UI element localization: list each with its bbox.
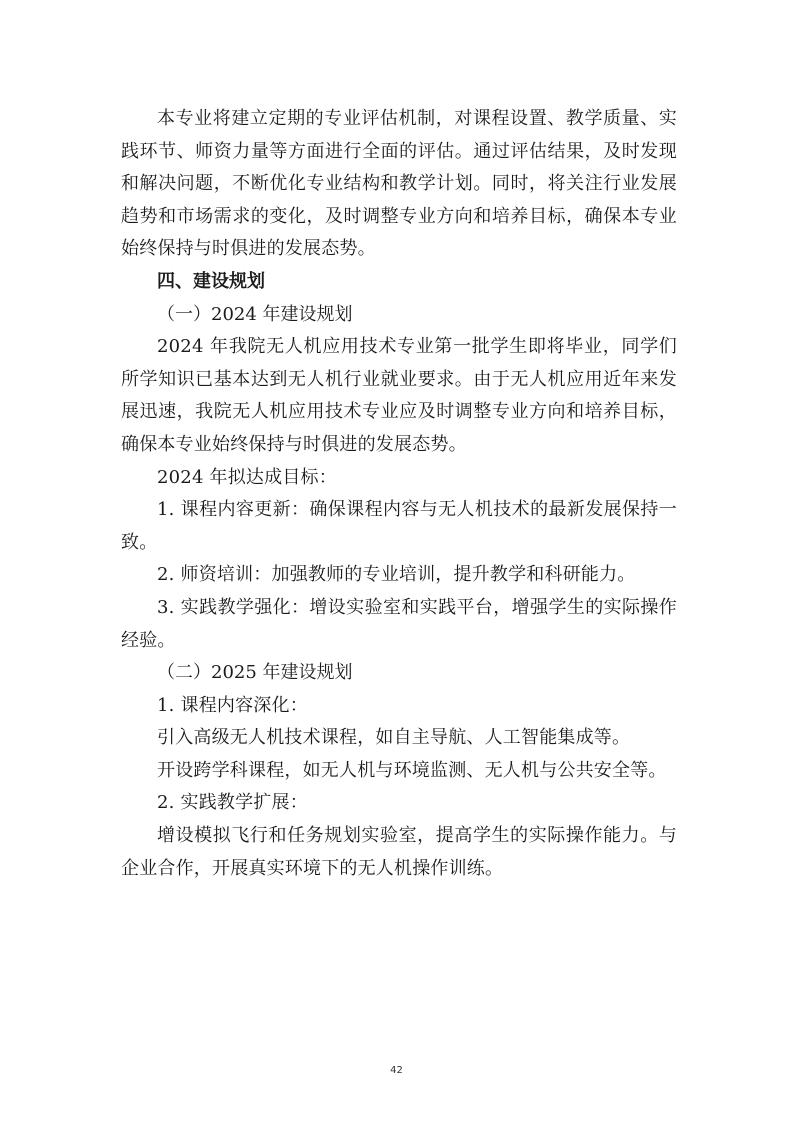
section-heading-construction-plan: 四、建设规划: [157, 270, 265, 292]
paragraph-advanced-courses: 引入高级无人机技术课程，如自主导航、人工智能集成等。: [157, 727, 631, 749]
subsection-heading-2024-plan: （一）2024 年建设规划: [157, 303, 353, 325]
list-item-practice-expand: 2. 实践教学扩展：: [157, 792, 308, 814]
list-item-course-update: 1. 课程内容更新：确保课程内容与无人机技术的最新发展保持一致。: [121, 499, 677, 553]
list-item-teacher-training: 2. 师资培训：加强教师的专业培训，提升教学和科研能力。: [157, 564, 636, 586]
paragraph-evaluation-mechanism: 本专业将建立定期的专业评估机制，对课程设置、教学质量、实践环节、师资力量等方面进行全面的评估。通过评估结果，及时发现和解决问题，不断优化专业结构和教学计划。同时，将关注行业发展趋势和市场需求的变化，及时调整专业方向和培养目标，确保本专业始终保持与时俱进的发展态势。: [121, 108, 677, 260]
paragraph-2024-intro: 2024 年我院无人机应用技术专业第一批学生即将毕业，同学们所学知识已基本达到无人机行业就业要求。由于无人机应用近年来发展迅速，我院无人机应用技术专业应及时调整专业方向和培养目标，确保本专业始终保持与时俱进的发展态势。: [121, 336, 677, 455]
paragraph-interdisciplinary-courses: 开设跨学科课程，如无人机与环境监测、无人机与公共安全等。: [157, 759, 667, 781]
paragraph-2024-goals-label: 2024 年拟达成目标：: [157, 466, 337, 488]
subsection-heading-2025-plan: （二）2025 年建设规划: [157, 662, 353, 684]
list-item-course-deepen: 1. 课程内容深化：: [157, 694, 308, 716]
document-body: [121, 103, 677, 885]
page-number: 42: [390, 1065, 403, 1076]
list-item-practice-strengthen: 3. 实践教学强化：增设实验室和实践平台，增强学生的实际操作经验。: [121, 596, 677, 651]
paragraph-simulation-lab: 增设模拟飞行和任务规划实验室，提高学生的实际操作能力。与企业合作，开展真实环境下的无人机操作训练。: [121, 825, 677, 879]
